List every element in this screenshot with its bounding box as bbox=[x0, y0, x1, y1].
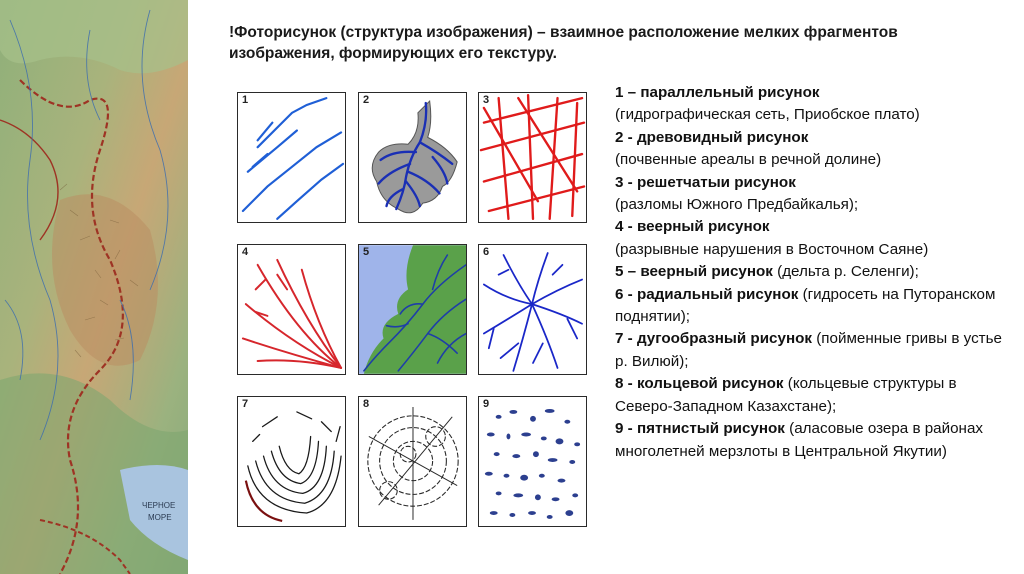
panel-number: 5 bbox=[363, 246, 370, 258]
panel-parallel-pattern bbox=[237, 92, 346, 223]
description-item-5 bbox=[615, 261, 1015, 283]
radial-pattern-image bbox=[479, 245, 586, 374]
description-item-9 bbox=[615, 418, 1015, 463]
description-detail: (кольцевые структуры в Северо-Западном Казахстане); bbox=[615, 375, 957, 415]
description-name: 4 - веерный рисунок bbox=[615, 218, 770, 236]
map-label-sea-2: МОРЕ bbox=[148, 513, 172, 522]
description-name: 8 - кольцевой рисунок bbox=[615, 375, 784, 393]
panel-lattice-pattern bbox=[478, 92, 587, 223]
fan-pattern-image bbox=[238, 245, 345, 374]
description-name: 5 – веерный рисунок bbox=[615, 263, 773, 281]
panel-spotted-pattern bbox=[478, 396, 587, 527]
panel-fan-pattern bbox=[237, 244, 346, 375]
panel-number: 1 bbox=[242, 94, 249, 106]
description-detail: (разломы Южного Предбайкалья); bbox=[615, 196, 859, 214]
description-name: 3 - решетчатыи рисунок bbox=[615, 173, 796, 191]
description-name: 1 – параллельный рисунок bbox=[615, 84, 820, 101]
panel-dendritic-pattern bbox=[358, 92, 467, 223]
slide-title: !Фоторисунок (структура изображения) – взаимное расположение мелких фрагментов изображения, формирующих его текстуру. bbox=[229, 24, 898, 62]
description-detail: (гидрографическая сеть, Приобское плато) bbox=[615, 106, 920, 124]
panel-number: 2 bbox=[363, 94, 370, 106]
lattice-pattern-image bbox=[479, 93, 586, 222]
description-detail: (гидросеть на Путоранском поднятии); bbox=[615, 285, 996, 326]
description-detail: (разрывные нарушения в Восточном Саяне) bbox=[615, 240, 929, 258]
panel-number: 4 bbox=[242, 246, 249, 258]
description-name: 6 - радиальный рисунок bbox=[615, 285, 799, 303]
panel-ring-pattern bbox=[358, 396, 467, 527]
panel-number: 3 bbox=[483, 94, 490, 106]
description-detail: (пойменные гривы в устье р. Вилюй); bbox=[615, 330, 1002, 370]
ring-pattern-image bbox=[359, 397, 466, 526]
panel-radial-pattern bbox=[478, 244, 587, 375]
description-item-7 bbox=[615, 328, 1015, 373]
description-item-8 bbox=[615, 373, 1015, 418]
description-detail: (дельта р. Селенги); bbox=[777, 263, 919, 281]
panel-number: 7 bbox=[242, 398, 249, 410]
arcuate-pattern-image bbox=[238, 397, 345, 526]
description-item-3 bbox=[615, 172, 1015, 217]
panel-number: 6 bbox=[483, 246, 490, 258]
description-item-4 bbox=[615, 216, 1015, 261]
spotted-pattern-image bbox=[479, 397, 586, 526]
description-name: 9 - пятнистый рисунок bbox=[615, 420, 785, 438]
description-item-6 bbox=[615, 284, 1015, 329]
description-item-1 bbox=[615, 82, 1015, 127]
pattern-descriptions bbox=[615, 82, 1015, 463]
description-item-2 bbox=[615, 127, 1015, 172]
topographic-map-image bbox=[0, 0, 188, 574]
description-detail: (аласовые озера в районах многолетней мерзлоты в Центральной Якутии) bbox=[615, 420, 983, 460]
delta-pattern-image bbox=[359, 245, 466, 374]
description-name: 2 - древовидный рисунок bbox=[615, 128, 809, 146]
description-detail: (почвенные ареалы в речной долине) bbox=[615, 151, 882, 169]
panel-arcuate-pattern bbox=[237, 396, 346, 527]
dendritic-pattern-image bbox=[359, 93, 466, 222]
description-name: 7 - дугообразный рисунок bbox=[615, 330, 812, 348]
map-label-sea-1: ЧЕРНОЕ bbox=[142, 501, 176, 510]
panel-number: 8 bbox=[363, 398, 370, 410]
panel-number: 9 bbox=[483, 398, 490, 410]
parallel-pattern-image bbox=[238, 93, 345, 222]
panel-delta-pattern bbox=[358, 244, 467, 375]
